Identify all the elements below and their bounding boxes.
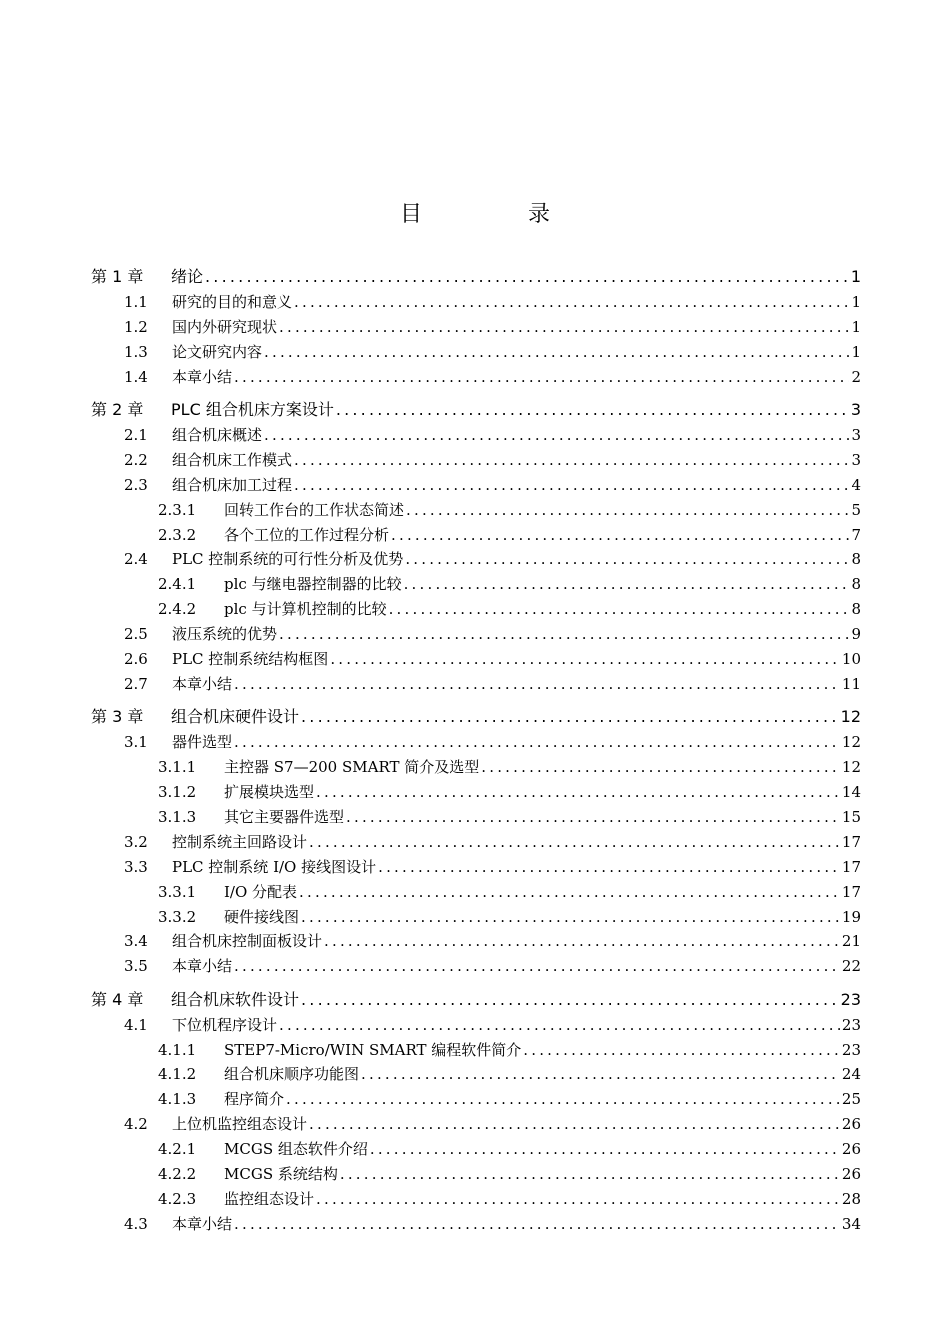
toc-entry-title: 上位机监控组态设计	[172, 1115, 308, 1134]
toc-dot-leader	[389, 597, 850, 621]
toc-dot-leader	[234, 672, 840, 696]
toc-entry-title: 扩展模块选型	[224, 783, 315, 801]
toc-dot-leader	[316, 780, 840, 804]
toc-entry-number: 1.4	[124, 367, 148, 386]
toc-chapter-entry[interactable]	[91, 705, 861, 729]
toc-section-entry[interactable]	[124, 929, 861, 953]
toc-dot-leader	[346, 805, 840, 829]
toc-dot-leader	[406, 498, 849, 522]
toc-entry-title: 器件选型	[172, 733, 233, 752]
toc-subsection-entry[interactable]	[158, 1137, 861, 1161]
toc-entry-title: PLC 控制系统的可行性分析及优势	[172, 550, 404, 569]
toc-subsection-entry[interactable]	[158, 498, 861, 522]
toc-entry-title: 国内外研究现状	[172, 317, 278, 336]
toc-subsection-entry[interactable]	[158, 905, 861, 929]
toc-dot-leader	[301, 705, 839, 729]
toc-page-number: 12	[841, 733, 861, 752]
toc-entry-number: 3.3.1	[158, 882, 197, 901]
toc-dot-leader	[340, 1162, 840, 1186]
toc-subsection-entry[interactable]	[158, 780, 861, 804]
toc-entry-title: 组合机床概述	[172, 425, 263, 444]
toc-entry-number: 3.1.1	[158, 758, 197, 777]
toc-page-number: 17	[841, 832, 861, 851]
toc-subsection-entry[interactable]	[158, 1187, 861, 1211]
toc-dot-leader	[330, 647, 840, 671]
toc-page-number: 1	[851, 317, 861, 336]
toc-dot-leader	[279, 315, 849, 339]
toc-chapter-entry[interactable]	[91, 265, 861, 289]
toc-dot-leader	[361, 1062, 840, 1086]
toc-entry-number: 2.7	[124, 674, 148, 693]
toc-page-number: 19	[841, 907, 861, 926]
toc-entry-title: 组合机床工作模式	[172, 450, 293, 469]
toc-subsection-entry[interactable]	[158, 1087, 861, 1111]
toc-page-number: 1	[851, 292, 861, 311]
toc-dot-leader	[234, 730, 840, 754]
toc-entry-number: 2.3.2	[158, 525, 197, 544]
toc-section-entry[interactable]	[124, 730, 861, 754]
toc-entry-title: STEP7-Micro/WIN SMART 编程软件简介	[224, 1040, 522, 1059]
toc-page-number: 17	[841, 857, 861, 876]
toc-entry-number: 2.2	[124, 450, 148, 469]
toc-entry-number: 第 2 章	[91, 400, 144, 419]
toc-entry-title: 本章小结	[172, 674, 233, 693]
toc-section-entry[interactable]	[124, 365, 861, 389]
toc-entry-number: 2.4.1	[158, 575, 197, 594]
toc-entry-number: 4.2	[124, 1115, 148, 1134]
toc-subsection-entry[interactable]	[158, 1038, 861, 1062]
toc-page-number: 7	[851, 525, 861, 544]
toc-page-number: 14	[841, 783, 861, 801]
toc-entry-title: 主控器 S7—200 SMART 简介及选型	[224, 758, 480, 777]
toc-entry-number: 3.4	[124, 932, 148, 951]
toc-dot-leader	[378, 855, 840, 879]
toc-section-entry[interactable]	[124, 473, 861, 497]
toc-dot-leader	[279, 622, 849, 646]
toc-page-number: 24	[841, 1065, 861, 1084]
toc-entry-number: 3.3.2	[158, 907, 197, 926]
toc-page-number: 4	[851, 475, 861, 494]
toc-dot-leader	[294, 290, 849, 314]
toc-section-entry[interactable]	[124, 855, 861, 879]
toc-entry-number: 第 4 章	[91, 989, 144, 1009]
toc-entry-number: 4.2.2	[158, 1165, 197, 1183]
toc-section-entry[interactable]	[124, 830, 861, 854]
toc-entry-title: 绪论	[171, 267, 204, 286]
toc-entry-title: I/O 分配表	[224, 882, 298, 901]
toc-entry-title: 其它主要器件选型	[224, 807, 345, 826]
toc-chapter-entry[interactable]	[91, 988, 861, 1012]
toc-dot-leader	[299, 880, 840, 904]
toc-dot-leader	[309, 830, 840, 854]
toc-entry-title: 组合机床顺序功能图	[224, 1065, 360, 1084]
toc-entry-number: 4.2.1	[158, 1140, 197, 1159]
toc-dot-leader	[205, 265, 849, 289]
toc-entry-number: 4.3	[124, 1214, 148, 1233]
toc-dot-leader	[370, 1137, 840, 1161]
toc-dot-leader	[316, 1187, 840, 1211]
toc-entry-title: PLC 控制系统结构框图	[172, 650, 329, 668]
toc-section-entry[interactable]	[124, 315, 861, 339]
toc-dot-leader	[301, 905, 840, 929]
toc-entry-title: 程序简介	[224, 1090, 285, 1109]
toc-entry-number: 4.1.1	[158, 1040, 197, 1059]
toc-page-number: 23	[841, 1040, 861, 1059]
toc-subsection-entry[interactable]	[158, 572, 861, 596]
toc-dot-leader	[234, 1212, 840, 1236]
toc-entry-number: 2.4	[124, 550, 148, 569]
toc-chapter-entry[interactable]	[91, 398, 861, 422]
toc-entry-number: 1.2	[124, 317, 148, 336]
toc-section-entry[interactable]	[124, 954, 861, 978]
toc-entry-title: MCGS 组态软件介绍	[224, 1140, 368, 1159]
toc-subsection-entry[interactable]	[158, 755, 861, 779]
toc-section-entry[interactable]	[124, 340, 861, 364]
toc-dot-leader	[264, 423, 849, 447]
toc-entry-title: 本章小结	[172, 367, 233, 386]
toc-entry-title: 组合机床软件设计	[171, 989, 300, 1009]
toc-entry-number: 2.6	[124, 650, 148, 668]
toc-entry-title: 控制系统主回路设计	[172, 832, 308, 851]
toc-page-number: 1	[851, 342, 861, 361]
toc-subsection-entry[interactable]	[158, 805, 861, 829]
page-title: 目 录	[399, 202, 592, 227]
toc-section-entry[interactable]	[124, 672, 861, 696]
toc-page-number: 5	[851, 500, 861, 519]
toc-dot-leader	[324, 929, 840, 953]
toc-section-entry[interactable]	[124, 1212, 861, 1236]
toc-page-number: 8	[851, 550, 861, 569]
toc-page-number: 1	[850, 267, 861, 286]
toc-entry-number: 4.1.2	[158, 1065, 197, 1084]
toc-entry-title: 研究的目的和意义	[172, 292, 293, 311]
toc-entry-number: 第 3 章	[91, 707, 144, 727]
toc-page-number: 25	[841, 1090, 861, 1109]
toc-section-entry[interactable]	[124, 622, 861, 646]
toc-entry-number: 3.3	[124, 857, 148, 876]
toc-dot-leader	[279, 1013, 840, 1037]
toc-section-entry[interactable]	[124, 547, 861, 571]
toc-dot-leader	[294, 473, 849, 497]
toc-entry-number: 1.3	[124, 342, 148, 361]
toc-page-number: 17	[841, 882, 861, 901]
toc-dot-leader	[309, 1112, 840, 1136]
toc-entry-number: 4.1	[124, 1015, 148, 1034]
toc-entry-number: 3.1.3	[158, 807, 197, 826]
toc-page-number: 9	[851, 625, 861, 644]
toc-dot-leader	[391, 523, 849, 547]
toc-dot-leader	[234, 954, 840, 978]
toc-subsection-entry[interactable]	[158, 523, 861, 547]
toc-entry-number: 2.1	[124, 425, 148, 444]
toc-dot-leader	[481, 755, 840, 779]
toc-page-number: 26	[841, 1115, 861, 1134]
toc-subsection-entry[interactable]	[158, 1162, 861, 1186]
toc-section-entry[interactable]	[124, 423, 861, 447]
toc-entry-title: plc 与继电器控制器的比较	[224, 575, 402, 594]
toc-page-number: 12	[840, 707, 861, 727]
toc-page-number: 26	[841, 1140, 861, 1159]
toc-section-entry[interactable]	[124, 647, 861, 671]
toc-section-entry[interactable]	[124, 290, 861, 314]
toc-page-number: 15	[841, 807, 861, 826]
toc-page-number: 21	[841, 932, 861, 951]
toc-entry-title: 监控组态设计	[224, 1189, 315, 1208]
toc-entry-number: 2.3.1	[158, 500, 197, 519]
toc-entry-number: 3.1	[124, 733, 148, 752]
toc-page-number: 28	[841, 1189, 861, 1208]
toc-entry-number: 1.1	[124, 292, 148, 311]
toc-entry-number: 3.1.2	[158, 783, 197, 801]
toc-subsection-entry[interactable]	[158, 597, 861, 621]
toc-page-number: 3	[850, 400, 861, 419]
toc-entry-title: 硬件接线图	[224, 907, 300, 926]
toc-dot-leader	[264, 340, 849, 364]
toc-entry-title: PLC 组合机床方案设计	[171, 400, 334, 419]
toc-entry-number: 4.2.3	[158, 1189, 197, 1208]
toc-page-number: 2	[851, 367, 861, 386]
toc-page-number: 34	[841, 1214, 861, 1233]
toc-page-number: 12	[841, 758, 861, 777]
toc-page-number: 22	[841, 957, 861, 976]
toc-dot-leader	[523, 1038, 840, 1062]
toc-page-number: 3	[851, 450, 861, 469]
toc-entry-title: MCGS 系统结构	[224, 1165, 338, 1183]
toc-entry-title: 回转工作台的工作状态简述	[224, 500, 405, 519]
toc-page-number: 10	[841, 650, 861, 668]
toc-entry-title: 组合机床控制面板设计	[172, 932, 323, 951]
toc-dot-leader	[234, 365, 849, 389]
toc-entry-title: 组合机床硬件设计	[171, 707, 300, 727]
toc-dot-leader	[404, 572, 850, 596]
toc-page-number: 23	[840, 989, 861, 1009]
toc-entry-title: PLC 控制系统 I/O 接线图设计	[172, 857, 377, 876]
toc-subsection-entry[interactable]	[158, 1062, 861, 1086]
toc-page-number: 8	[851, 575, 861, 594]
toc-page-number: 8	[851, 600, 861, 619]
toc-entry-number: 2.4.2	[158, 600, 197, 619]
toc-entry-title: plc 与计算机控制的比较	[224, 600, 387, 619]
toc-section-entry[interactable]	[124, 1013, 861, 1037]
toc-entry-number: 2.5	[124, 625, 148, 644]
toc-entry-title: 本章小结	[172, 957, 233, 976]
toc-subsection-entry[interactable]	[158, 880, 861, 904]
toc-entry-title: 液压系统的优势	[172, 625, 278, 644]
toc-page-number: 26	[841, 1165, 861, 1183]
toc-entry-title: 各个工位的工作过程分析	[224, 525, 390, 544]
toc-entry-number: 4.1.3	[158, 1090, 197, 1109]
toc-dot-leader	[336, 398, 849, 422]
toc-section-entry[interactable]	[124, 1112, 861, 1136]
toc-entry-number: 3.5	[124, 957, 148, 976]
toc-entry-title: 组合机床加工过程	[172, 475, 293, 494]
toc-dot-leader	[301, 988, 839, 1012]
toc-entry-title: 本章小结	[172, 1214, 233, 1233]
toc-page-number: 23	[841, 1015, 861, 1034]
toc-entry-title: 论文研究内容	[172, 342, 263, 361]
toc-page-number: 11	[841, 674, 861, 693]
toc-entry-number: 2.3	[124, 475, 148, 494]
toc-dot-leader	[286, 1087, 840, 1111]
toc-dot-leader	[294, 448, 849, 472]
toc-entry-title: 下位机程序设计	[172, 1015, 278, 1034]
toc-entry-number: 第 1 章	[91, 267, 144, 286]
toc-page-number: 3	[851, 425, 861, 444]
toc-entry-number: 3.2	[124, 832, 148, 851]
toc-dot-leader	[405, 547, 849, 571]
toc-section-entry[interactable]	[124, 448, 861, 472]
